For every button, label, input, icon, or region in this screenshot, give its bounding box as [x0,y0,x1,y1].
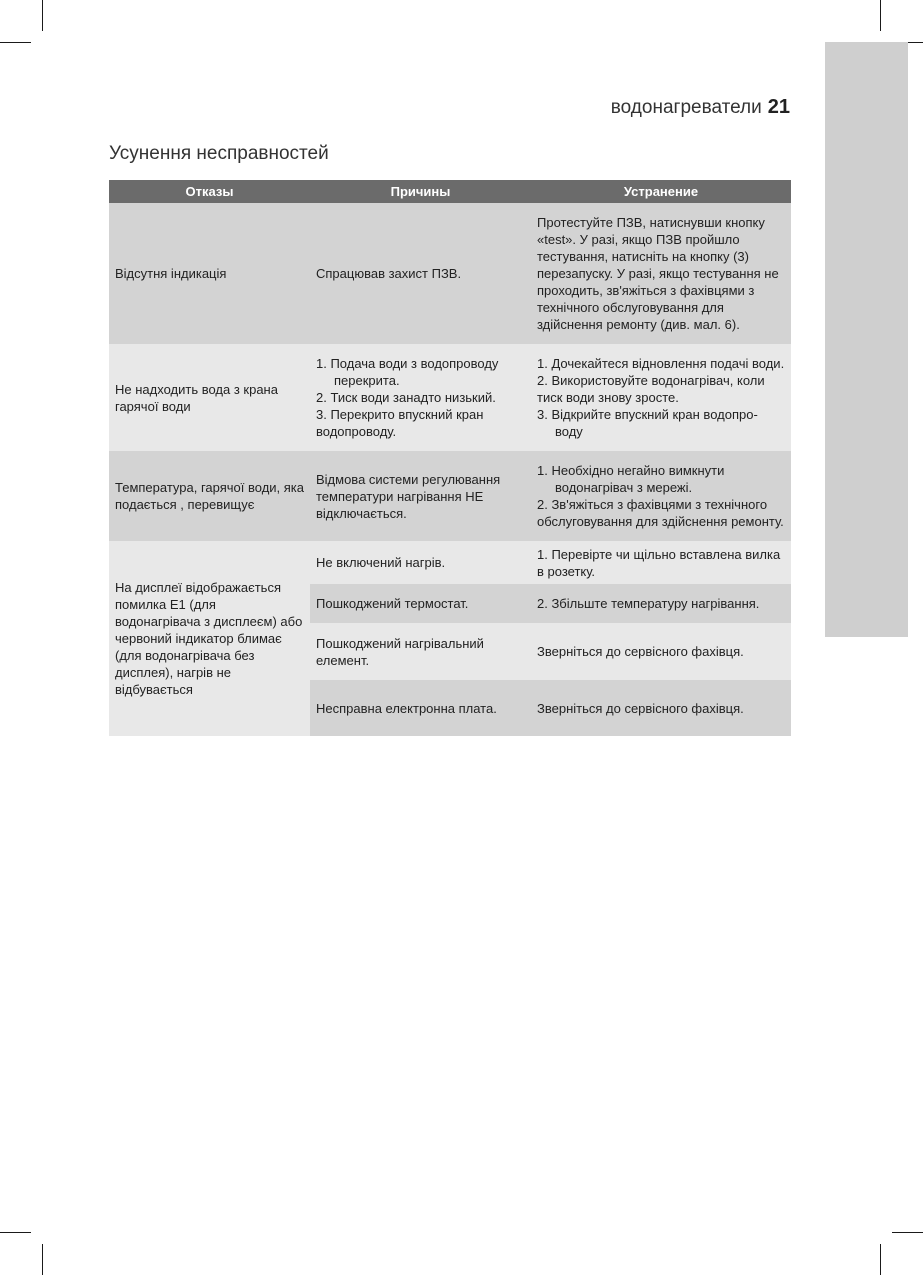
remedy-item: 1. Дочекайтеся відновлення подачі води. [537,356,785,371]
cause-cell: Пошкоджений нагрівальний елемент. [310,623,531,680]
remedy-item: 2. Зв'яжіться з фахівцями з технічного обслуговування для здійснення ремонту. [537,497,784,529]
cause-cell: Пошкоджений термостат. [310,584,531,623]
header-title: водонагреватели [610,97,762,118]
remedy-cell: Зверніться до сервісного фахівця. [531,623,791,680]
remedy-cell: 2. Збільште температуру нагрівання. [531,584,791,623]
cause-cell: Не включений нагрів. [310,541,531,584]
fault-cell: Відсутня індикація [115,266,227,281]
page-header [611,96,790,119]
crop-mark [42,0,43,31]
remedy-item: 2. Використовуйте водонагрівач, коли тиск води знову зросте. [537,373,765,405]
section-title: Усунення несправностей [109,143,329,164]
cause-cell: Несправна електронна плата. [310,680,531,736]
remedy-cell: Зверніться до сервісного фахівця. [531,680,791,736]
fault-cell: Температура, гарячої води, яка подається , перевищує [115,480,305,512]
column-header-faults: Отказы [109,180,310,203]
remedy-item: 1. Необхідно негайно вимкнути водонагрівач з мережі. [537,463,725,495]
side-tab [825,42,908,637]
remedy-item: 3. Відкрийте впускний кран водопро-воду [537,407,758,439]
crop-mark [0,1232,31,1233]
troubleshooting-table [109,180,791,736]
cause-cell [310,344,531,451]
fault-cell: На дисплеї відображається помилка E1 (для водонагрівача з дисплеєм) або червоний індикатор блимає (для водонагрівача без дисплея), нагрів не відбувається [109,541,310,736]
cause-cell: Відмова системи регулювання температури нагрівання НЕ відключається. [316,471,501,521]
table-row [109,203,791,344]
remedy-cell [531,451,791,541]
remedy-cell: Протестуйте ПЗВ, натиснувши кнопку «test». У разі, якщо ПЗВ пройшло тестування, натисніть на кнопку (3) перезапуску. У разі, якщо тестування не проходить, зв'яжіться з фахівцями з технічного обслуговування для здійснення ремонту (див. мал. 6). [537,215,779,332]
cause-item: 2. Тиск води занадто низький. [316,390,496,405]
cause-item: 3. Перекрито впускний кран водопроводу. [316,407,484,439]
crop-mark [892,1232,923,1233]
fault-cell: Не надходить вода з крана гарячої води [115,381,278,414]
table-row [109,541,791,584]
column-header-remedies: Устранение [531,180,791,203]
crop-mark [880,0,881,31]
remedy-cell: 1. Перевірте чи щільно вставлена вилка в розетку. [531,541,791,584]
table-row [109,344,791,451]
table-row [109,451,791,541]
table-header-row [109,180,791,203]
column-header-causes: Причины [310,180,531,203]
crop-mark [42,1244,43,1275]
cause-cell: Спрацював захист ПЗВ. [316,266,462,281]
page-number: 21 [767,96,790,118]
cause-item: 1. Подача води з водопроводу перекрита. [316,356,499,388]
crop-mark [880,1244,881,1275]
remedy-cell [531,344,791,451]
crop-mark [0,42,31,43]
